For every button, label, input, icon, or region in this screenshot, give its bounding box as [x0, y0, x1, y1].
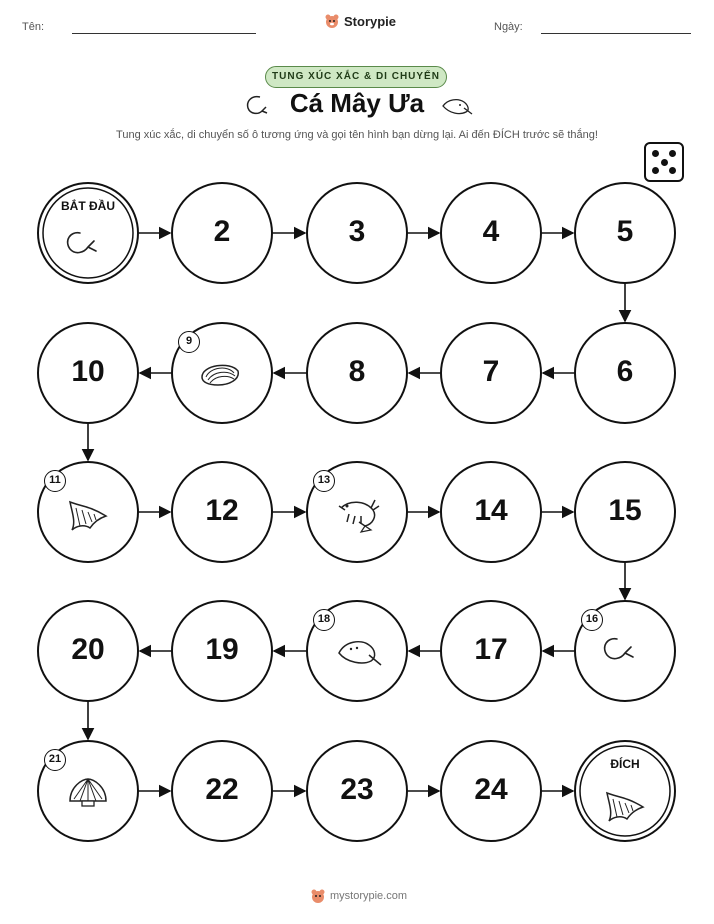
- cell-number-badge: 11: [44, 470, 66, 492]
- cell-number: 7: [482, 355, 500, 388]
- name-label: Tên:: [22, 21, 45, 33]
- page-title: Cá Mây Ưa: [289, 88, 425, 118]
- cell-number: 12: [205, 494, 239, 527]
- cell-number: 22: [205, 773, 239, 806]
- board-cell-25[interactable]: [575, 741, 675, 841]
- cell-number-badge: 16: [581, 609, 603, 631]
- start-label: BẮT ĐẦU: [61, 199, 115, 213]
- cell-number: 19: [205, 633, 239, 666]
- cell-number: 10: [71, 355, 105, 388]
- bear-footer-icon: [310, 888, 326, 904]
- cell-number: 5: [616, 215, 634, 248]
- cell-number: 20: [71, 633, 105, 666]
- cell-number: 4: [482, 215, 500, 248]
- cell-number: 14: [474, 494, 508, 527]
- clam-icon: [202, 365, 238, 385]
- cell-number: 24: [474, 773, 508, 806]
- cell-number-badge: 13: [313, 470, 335, 492]
- instructions: Tung xúc xắc, di chuyển số ô tương ứng và gọi tên hình bạn dừng lại. Ai đến ĐÍCH trước sẽ thắng!: [116, 129, 598, 141]
- footer-url: mystorypie.com: [330, 890, 408, 902]
- date-label: Ngày:: [494, 21, 523, 33]
- board-cell-1[interactable]: [38, 183, 138, 283]
- cell-number: 3: [348, 215, 366, 248]
- cell-number-badge: 18: [313, 609, 335, 631]
- cell-number: 2: [213, 215, 231, 248]
- footer: [310, 888, 407, 904]
- cell-number: 17: [474, 633, 508, 666]
- cell-number-badge: 21: [44, 749, 66, 771]
- cell-number: 23: [340, 773, 374, 806]
- finish-label: ĐÍCH: [610, 757, 640, 771]
- brand-name: Storypie: [344, 13, 397, 29]
- cell-number: 8: [348, 355, 366, 388]
- activity-badge: TUNG XÚC XẮC & DI CHUYỂN: [265, 66, 447, 88]
- cell-number-badge: 9: [178, 331, 200, 353]
- cell-number: 15: [608, 494, 642, 527]
- cell-number: 6: [616, 355, 634, 388]
